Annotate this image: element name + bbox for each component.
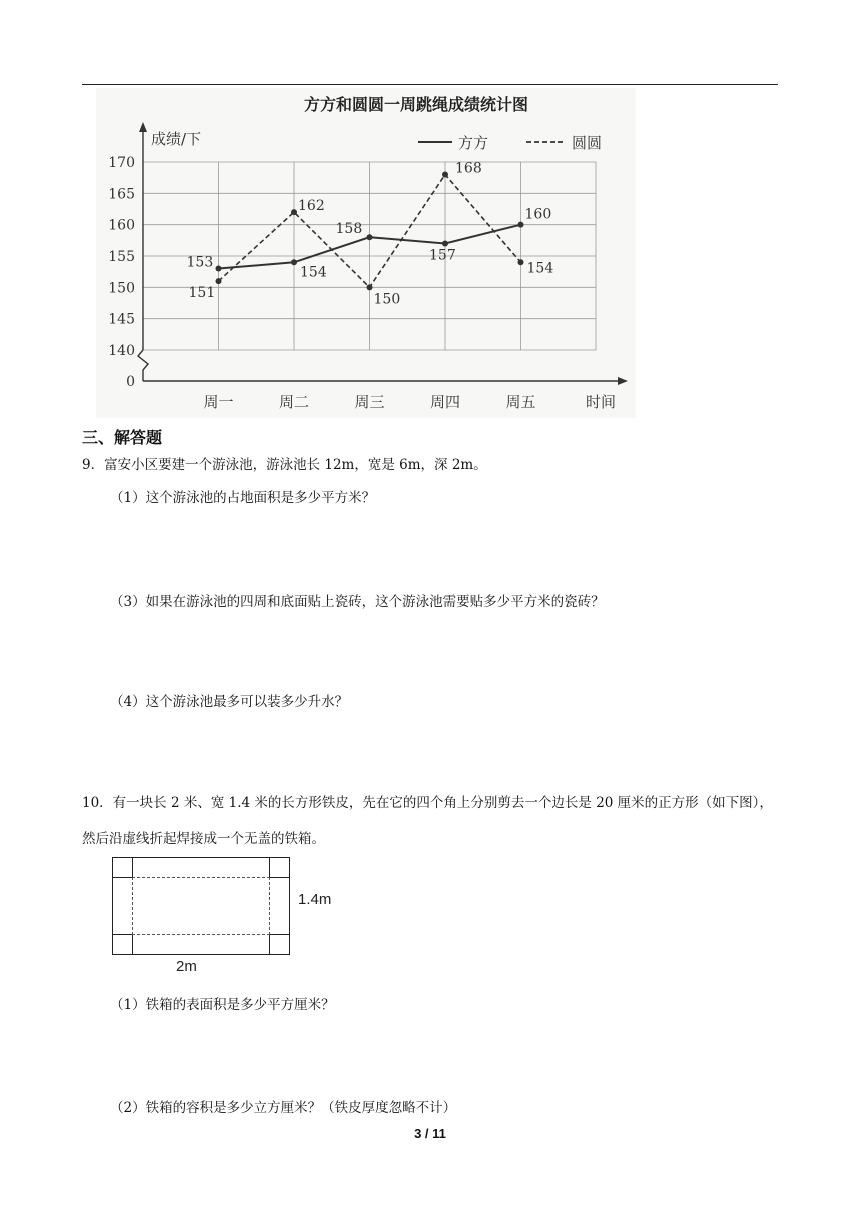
x-tick-label: 周二 [278,393,310,411]
x-tick-label: 周五 [505,393,536,411]
corner-cut [113,934,132,935]
data-point [518,222,524,228]
q9-part1: （1）这个游泳池的占地面积是多少平方米？ [110,490,376,506]
top-rule [82,84,778,85]
x-tick-label: 周三 [354,393,385,411]
fold-line-top [132,877,270,878]
data-point [291,259,297,265]
q9-part3: （3）如果在游泳池的四周和底面贴上瓷砖，这个游泳池需要贴多少平方米的瓷砖？ [110,594,605,610]
q10-stem: 10．有一块长 2 米、宽 1.4 米的长方形铁皮，先在它的四个角上分别剪去一个边长是 20 厘米的正方形（如下图），然后沿虚线折起焊接成一个无盖的铁箱。 [82,795,773,847]
y-tick-label: 165 [108,186,135,203]
data-point [291,209,297,215]
iron-sheet-diagram [112,857,290,955]
q9-part4: （4）这个游泳池最多可以装多少升水？ [110,694,349,710]
data-label: 154 [526,260,554,277]
x-axis-arrow [618,377,628,385]
y-tick-label: 170 [108,155,135,171]
data-label: 168 [455,160,482,177]
data-label: 154 [300,264,327,281]
corner-cut [270,877,289,878]
y-tick-label: 150 [108,280,135,297]
data-label: 158 [335,221,363,238]
fold-line-right [269,877,270,935]
axis-break [138,350,148,381]
data-label: 162 [298,198,325,215]
y-tick-label: 0 [126,374,135,390]
data-point [367,234,373,240]
fold-line-bottom [132,934,270,935]
data-label: 157 [429,247,456,264]
y-tick-label: 145 [108,311,135,328]
data-point [216,278,222,284]
width-label: 1.4m [298,891,332,908]
page-number: 3 / 11 [414,1126,446,1141]
y-tick-label: 140 [108,343,135,359]
corner-cut [270,934,289,935]
corner-cut [132,935,133,954]
legend-label: 圆圆 [572,134,603,152]
data-label: 160 [524,206,552,223]
data-label: 153 [186,254,214,271]
section-heading: 三、解答题 [82,428,163,447]
data-point [367,284,373,290]
length-label: 2m [176,958,197,975]
y-axis-arrow [139,122,147,132]
data-point [442,240,448,246]
corner-cut [269,858,270,877]
x-tick-label: 周四 [429,393,461,411]
q9-stem: 9．富安小区要建一个游泳池，游泳池长 12m，宽是 6m，深 2m。 [82,457,487,473]
data-label: 151 [188,285,216,302]
data-point [216,266,222,272]
x-tick-label: 周一 [203,393,234,411]
chart-title: 方方和圆圆一周跳绳成绩统计图 [303,95,528,114]
x-axis-label: 时间 [585,393,617,411]
legend-label: 方方 [458,134,489,152]
corner-cut [113,877,132,878]
line-chart [96,88,636,418]
data-label: 150 [373,291,401,308]
q10-part1: （1）铁箱的表面积是多少平方厘米？ [110,997,335,1013]
corner-cut [269,935,270,954]
data-point [518,259,524,265]
y-tick-label: 160 [108,217,135,234]
q10-part2: （2）铁箱的容积是多少立方厘米？（铁皮厚度忽略不计） [110,1100,457,1116]
y-axis-label: 成绩/下 [151,130,202,148]
chart-svg [96,88,636,418]
data-point [442,172,448,178]
corner-cut [132,858,133,877]
fold-line-left [132,877,133,935]
y-tick-label: 155 [108,249,135,265]
